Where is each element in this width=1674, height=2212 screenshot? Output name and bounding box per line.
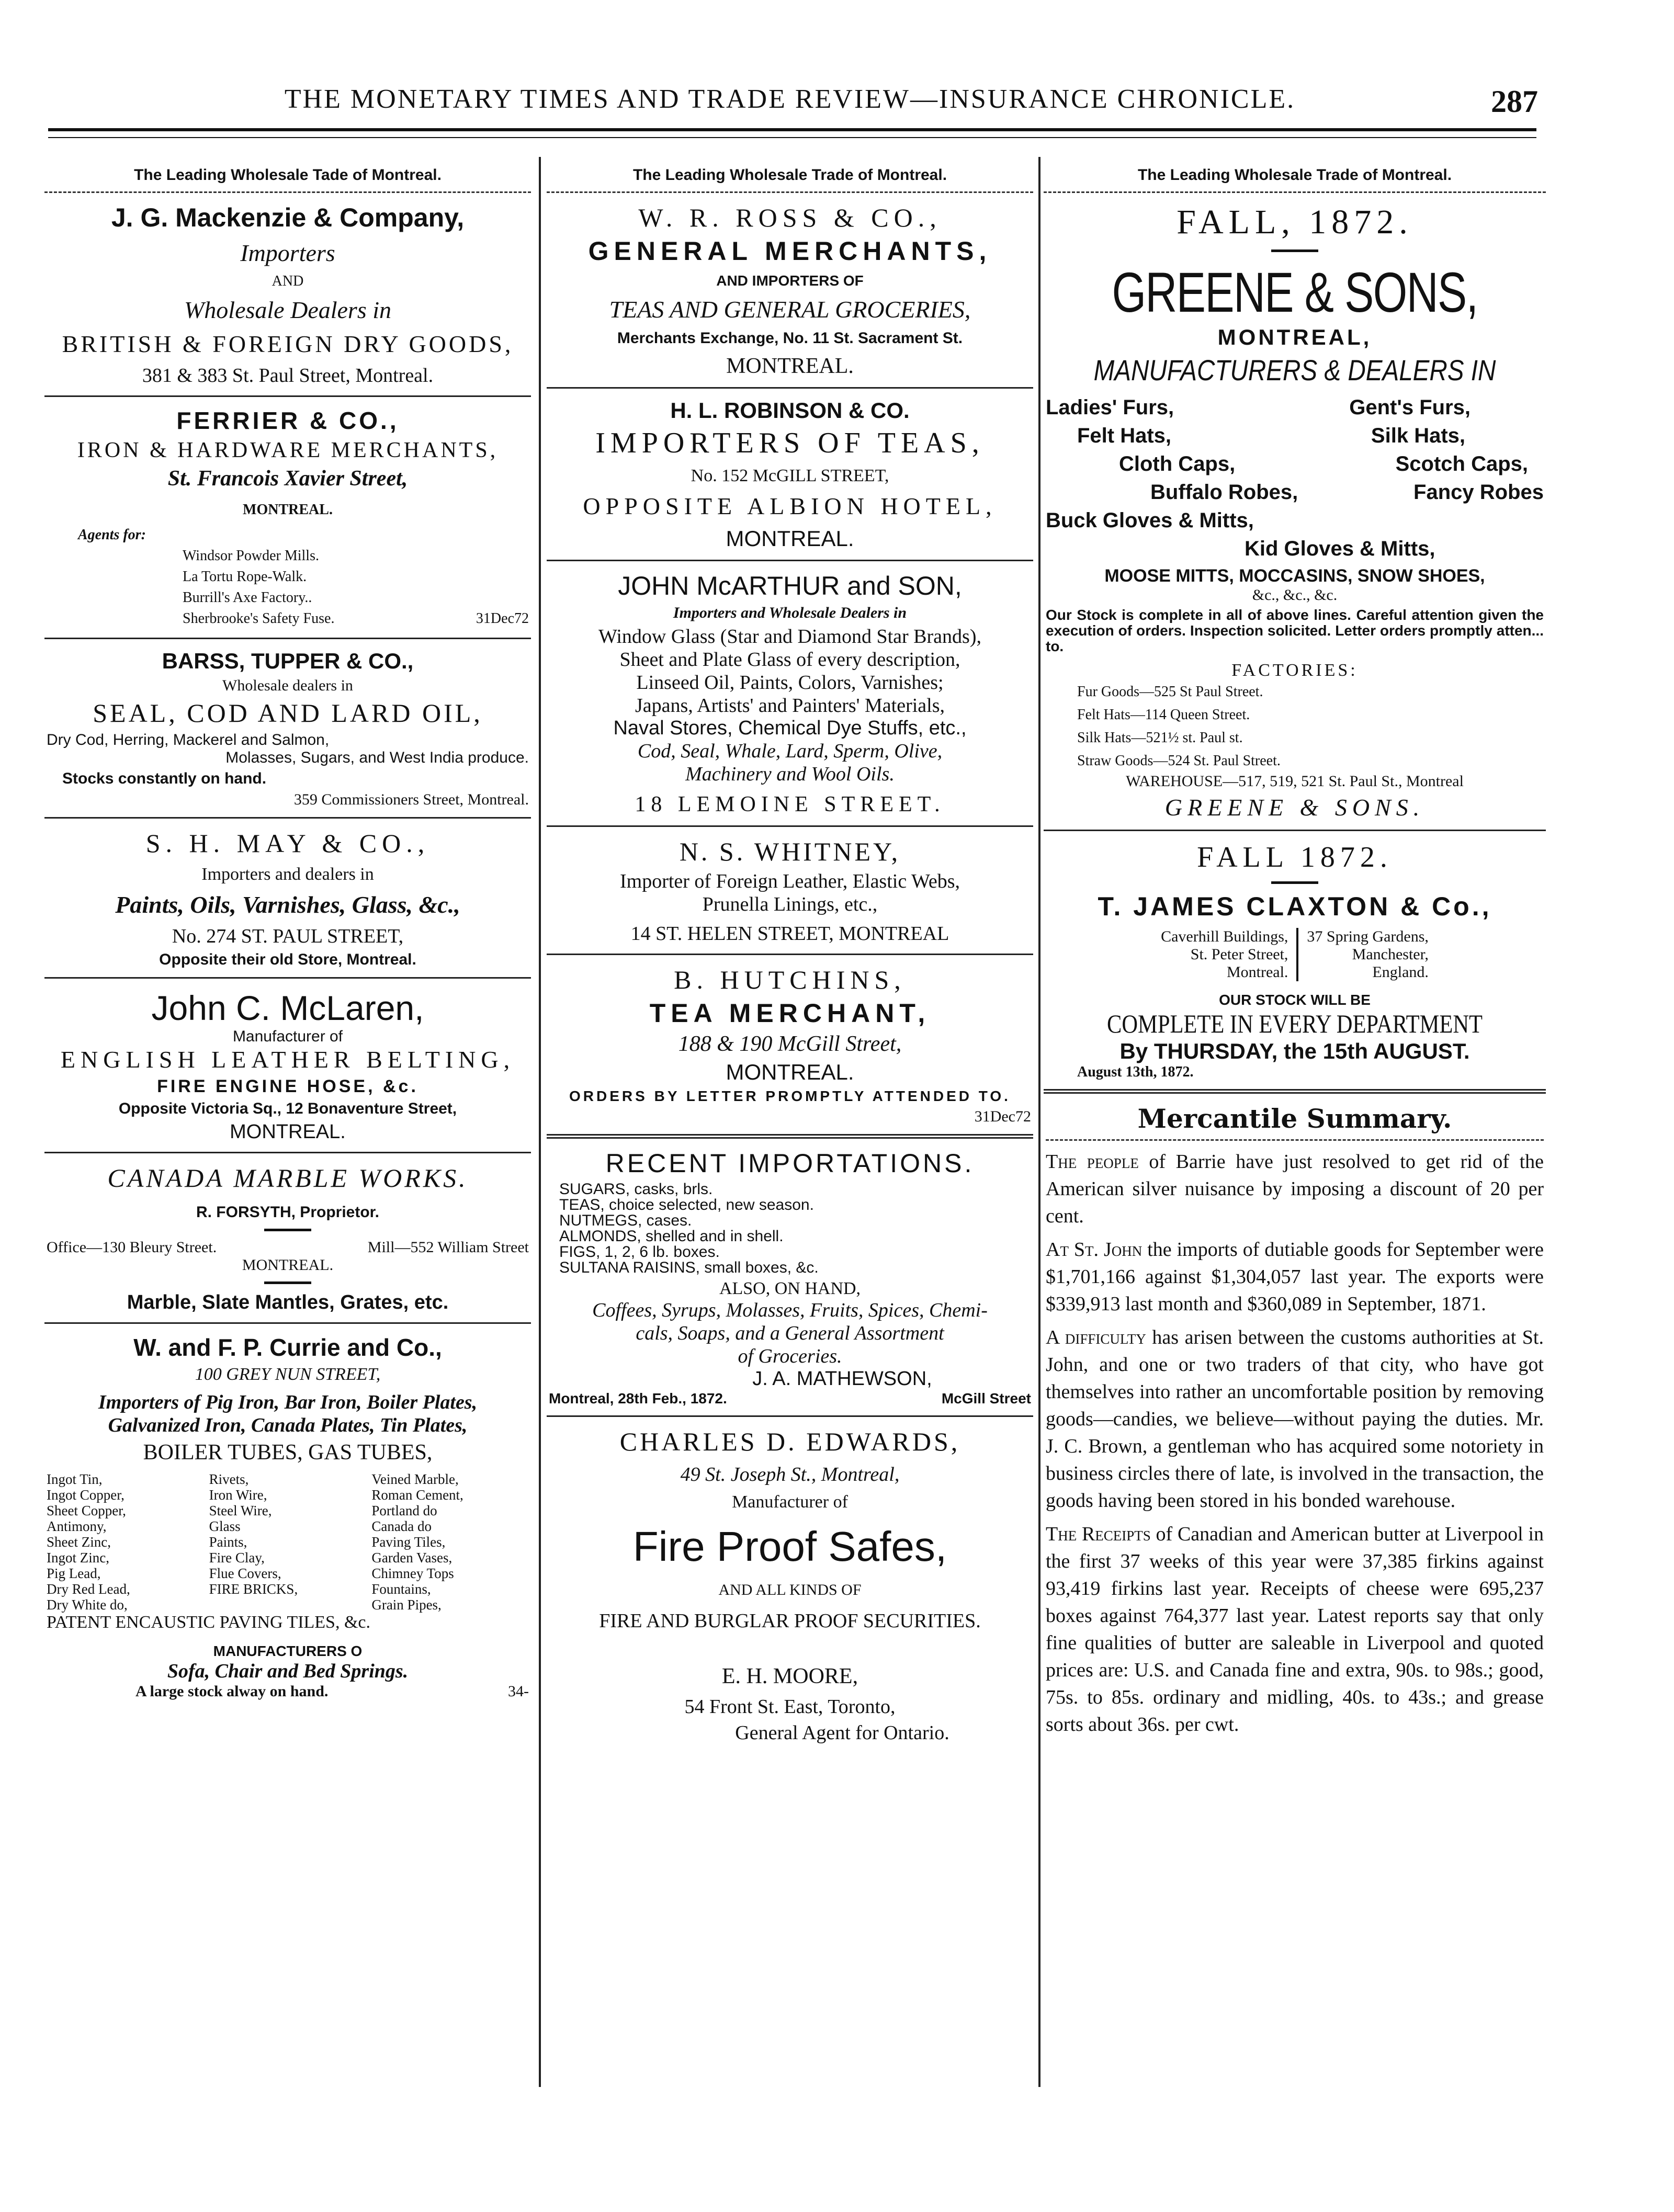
- product-item: Buck Gloves & Mitts,: [1046, 509, 1254, 532]
- ad-line: MONTREAL.: [726, 526, 854, 551]
- paragraph-lead: The Receipts: [1046, 1523, 1151, 1545]
- agents-label: Agents for:: [78, 527, 146, 543]
- ad-address: 381 & 383 St. Paul Street, Montreal.: [142, 365, 434, 387]
- ad-line: Manufacturer of: [232, 1028, 343, 1045]
- firm-name: S. H. MAY & CO.,: [145, 829, 430, 858]
- list-item: TEAS, choice selected, new season.: [559, 1196, 814, 1213]
- firm-name: H. L. ROBINSON & CO.: [670, 398, 910, 423]
- firm-name: T. JAMES CLAXTON & Co.,: [1098, 892, 1492, 921]
- column-divider: [1038, 157, 1040, 2087]
- product-item: FIRE BRICKS,: [209, 1581, 298, 1597]
- product-item: Glass: [209, 1518, 241, 1534]
- addresses: [1046, 928, 1544, 981]
- ad-line: ORDERS BY LETTER PROMPTLY ATTENDED TO.: [569, 1088, 1011, 1104]
- address-block: [1161, 928, 1288, 981]
- masthead-title: THE MONETARY TIMES AND TRADE REVIEW—INSURANCE CHRONICLE.: [284, 84, 1296, 114]
- product-item: Dry White do,: [47, 1597, 128, 1613]
- ad-line: MONTREAL,: [1217, 325, 1372, 349]
- column-1: [44, 157, 531, 1709]
- ad-line: FIRE ENGINE HOSE, &c.: [157, 1076, 418, 1096]
- paragraph-text: the imports of dutiable goods for September were $1,701,166 against $1,304,057 last year. The exports were $339,913 last month and $360,089 in September, 1871.: [1046, 1239, 1544, 1315]
- address-line: Manchester,: [1352, 946, 1429, 963]
- ad-line: Mill—552 William Street: [367, 1239, 529, 1256]
- ad-line: St. Francois Xavier Street,: [167, 467, 408, 491]
- mercantile-summary: [1044, 1094, 1546, 1753]
- ad-line: FIRE AND BURGLAR PROOF SECURITIES.: [599, 1610, 981, 1632]
- ad-signature: GREENE & SONS.: [1164, 794, 1425, 821]
- address-line: England.: [1372, 963, 1429, 981]
- ad-line: OPPOSITE ALBION HOTEL,: [583, 493, 997, 519]
- ad-line: A large stock alway on hand.: [135, 1683, 329, 1700]
- column-heading: The Leading Wholesale Tade of Montreal.: [44, 157, 531, 193]
- firm-name: W. R. ROSS & CO.,: [638, 203, 942, 232]
- product-item: Gent's Furs,: [1349, 396, 1471, 419]
- firm-name: J. G. Mackenzie & Company,: [111, 203, 465, 232]
- product-item: Paving Tiles,: [371, 1534, 446, 1550]
- ad-line: GENERAL MERCHANTS,: [588, 236, 992, 266]
- agent-item: Windsor Powder Mills.: [183, 548, 319, 564]
- ad-address: No. 274 ST. PAUL STREET,: [172, 925, 404, 947]
- list-item: Silk Hats—521½ st. Paul st.: [1077, 730, 1243, 746]
- ad-claxton: [1044, 831, 1546, 1094]
- ad-line: IRON & HARDWARE MERCHANTS,: [77, 438, 499, 462]
- paragraph: [1046, 1324, 1544, 1514]
- ad-line: Dry Cod, Herring, Mackerel and Salmon,: [47, 731, 330, 748]
- paragraph: [1046, 1148, 1544, 1230]
- products-grid: [47, 1471, 529, 1613]
- factories-list: [1046, 680, 1544, 773]
- ad-date: 31Dec72: [974, 1108, 1031, 1125]
- ad-address: McGill Street: [941, 1390, 1031, 1406]
- product-item: Garden Vases,: [371, 1550, 453, 1566]
- ad-mclaren: [44, 979, 531, 1153]
- product-item: Scotch Caps,: [1395, 452, 1528, 475]
- ad-hutchins: [547, 955, 1033, 1139]
- ad-line: Importers and Wholesale Dealers in: [673, 604, 907, 621]
- ad-greene: [1044, 193, 1546, 831]
- ad-season: FALL 1872.: [1197, 841, 1393, 874]
- product-item: Flue Covers,: [209, 1566, 281, 1581]
- ad-line: Sheet and Plate Glass of every description,: [619, 649, 960, 671]
- firm-name: N. S. WHITNEY,: [679, 837, 901, 866]
- masthead-rule: [48, 128, 1536, 131]
- ad-address: 359 Commissioners Street, Montreal.: [293, 791, 529, 808]
- address-block: [1307, 928, 1428, 981]
- ad-address: 14 ST. HELEN STREET, MONTREAL: [630, 923, 949, 945]
- ad-address: 54 Front St. East, Toronto,: [684, 1696, 896, 1718]
- ad-line: Naval Stores, Chemical Dye Stuffs, etc.,: [613, 717, 967, 739]
- ad-edwards: [547, 1417, 1033, 1753]
- product-item: Cloth Caps,: [1119, 452, 1236, 475]
- product-item: Paints,: [209, 1534, 247, 1550]
- ad-headline: COMPLETE IN EVERY DEPARTMENT: [1106, 1009, 1483, 1038]
- ad-headline: Fire Proof Safes,: [632, 1523, 947, 1570]
- list-item: Straw Goods—524 St. Paul Street.: [1077, 753, 1281, 769]
- product-item: Dry Red Lead,: [47, 1581, 130, 1597]
- ad-line: By THURSDAY, the 15th AUGUST.: [1119, 1039, 1470, 1063]
- product-item: Ingot Tin,: [47, 1471, 103, 1487]
- firm-name: John C. McLaren,: [151, 989, 424, 1027]
- ad-paragraph: Our Stock is complete in all of above lines. Careful attention given the execution of orders. Inspection solicited. Letter orders promptly atten... to.: [1046, 607, 1544, 654]
- ad-line: OUR STOCK WILL BE: [1219, 992, 1371, 1008]
- agents-list: [47, 525, 529, 629]
- ad-line: &c., &c., &c.: [1252, 586, 1338, 604]
- product-item: Iron Wire,: [209, 1487, 267, 1503]
- ad-line: Marble, Slate Mantles, Grates, etc.: [127, 1291, 449, 1313]
- ad-barss: [44, 639, 531, 819]
- page-number: 287: [1491, 84, 1538, 119]
- ad-canada-marble: [44, 1153, 531, 1324]
- ad-line: BOILER TUBES, GAS TUBES,: [143, 1440, 433, 1465]
- product-item: Sheet Copper,: [47, 1503, 126, 1518]
- ad-line: AND ALL KINDS OF: [718, 1581, 862, 1598]
- agent-item: Burrill's Axe Factory..: [183, 589, 312, 606]
- column-2: [547, 157, 1033, 1753]
- ad-address: No. 152 McGILL STREET,: [691, 466, 889, 485]
- ad-line: MANUFACTURERS O: [213, 1643, 363, 1659]
- firm-name: CHARLES D. EDWARDS,: [619, 1427, 960, 1456]
- paragraph-lead: A difficulty: [1046, 1326, 1146, 1348]
- ad-line: Importers of Pig Iron, Bar Iron, Boiler Plates,: [98, 1391, 478, 1413]
- ad-address: 49 St. Joseph St., Montreal,: [680, 1464, 900, 1485]
- ad-line: TEAS AND GENERAL GROCERIES,: [609, 296, 971, 323]
- ad-mcarthur: [547, 561, 1033, 827]
- product-item: Fire Clay,: [209, 1550, 265, 1566]
- ad-line: Japans, Artists' and Painters' Materials,: [635, 695, 945, 717]
- product-item: Rivets,: [209, 1471, 249, 1487]
- ad-line: Cod, Seal, Whale, Lard, Sperm, Olive,: [637, 740, 943, 762]
- ad-line: Wholesale dealers in: [222, 677, 353, 694]
- list-item: ALMONDS, shelled and in shell.: [559, 1228, 784, 1245]
- ad-line: AND IMPORTERS OF: [716, 273, 864, 289]
- divider-dash: [264, 1281, 311, 1284]
- ad-date: Montreal, 28th Feb., 1872.: [549, 1390, 727, 1406]
- product-item: Roman Cement,: [371, 1487, 463, 1503]
- firm-name: JOHN McARTHUR and SON,: [618, 571, 962, 600]
- firm-name: CANADA MARBLE WORKS.: [107, 1163, 468, 1193]
- product-item: Silk Hats,: [1371, 424, 1465, 447]
- ad-line: Manufacturer of: [732, 1492, 848, 1512]
- product-item: Veined Marble,: [371, 1471, 459, 1487]
- ad-line: Office—130 Bleury Street.: [47, 1239, 217, 1256]
- product-item: Fountains,: [371, 1581, 431, 1597]
- list-item: NUTMEGS, cases.: [559, 1212, 692, 1229]
- ad-address: 100 GREY NUN STREET,: [195, 1365, 381, 1384]
- list-item: Felt Hats—114 Queen Street.: [1077, 707, 1250, 723]
- ad-line: ALSO, ON HAND,: [719, 1279, 861, 1298]
- paragraph-text: of Barrie have just resolved to get rid of the American silver nuisance by imposing a discount of 20 per cent.: [1046, 1151, 1544, 1227]
- ad-line: Linseed Oil, Paints, Colors, Varnishes;: [636, 672, 944, 694]
- product-item: Antimony,: [47, 1518, 107, 1534]
- paragraph-text: has arisen between the customs authorities at St. John, and one or two traders of that city, who have got themselves into rather an uncomfortable position by removing goods—candies, we believe—without paying the duties. Mr. J. C. Brown, a gentleman who has acquired some notoriety in business circles there of late, is involved in the transaction, the goods having been stored in his bonded warehouse.: [1046, 1326, 1544, 1512]
- product-item: Buffalo Robes,: [1150, 481, 1298, 504]
- ad-line: MANUFACTURERS & DEALERS IN: [1093, 354, 1496, 387]
- ad-line: Paints, Oils, Varnishes, Glass, &c.,: [115, 891, 460, 918]
- address-line: 37 Spring Gardens,: [1307, 928, 1429, 945]
- ad-mackenzie: [44, 193, 531, 397]
- list-item: SUGARS, casks, brls.: [559, 1181, 713, 1198]
- ad-address: 188 & 190 McGill Street,: [678, 1032, 902, 1056]
- ad-line: PATENT ENCAUSTIC PAVING TILES, &c.: [47, 1613, 371, 1632]
- ad-line: MONTREAL.: [230, 1121, 346, 1143]
- ad-line: Importers and dealers in: [201, 865, 374, 884]
- importations-list: [549, 1182, 1031, 1276]
- ad-line: cals, Soaps, and a General Assortment: [636, 1322, 944, 1344]
- ad-line: AND: [272, 273, 304, 289]
- ad-may: [44, 819, 531, 979]
- ad-season: FALL, 1872.: [1177, 203, 1413, 241]
- product-item: Chimney Tops: [371, 1566, 454, 1581]
- divider-dash: [1271, 249, 1318, 252]
- firm-name: FERRIER & CO.,: [176, 407, 399, 434]
- list-item: SULTANA RAISINS, small boxes, &c.: [559, 1259, 819, 1276]
- product-item: Ingot Copper,: [47, 1487, 125, 1503]
- ad-line: Machinery and Wool Oils.: [685, 763, 895, 785]
- ad-currie: [44, 1324, 531, 1709]
- product-item: Fancy Robes: [1413, 481, 1544, 504]
- ad-line: MONTREAL.: [242, 1256, 334, 1274]
- ad-address: Merchants Exchange, No. 11 St. Sacrament St.: [617, 330, 963, 347]
- ad-signature: J. A. MATHEWSON,: [752, 1368, 932, 1390]
- ad-line: General Agent for Ontario.: [735, 1722, 949, 1744]
- products-column: [209, 1471, 367, 1613]
- firm-name: W. and F. P. Currie and Co.,: [133, 1334, 442, 1361]
- agent-item: Sherbrooke's Safety Fuse.: [183, 610, 335, 627]
- address-line: Montreal.: [1226, 963, 1288, 981]
- ad-line: Prunella Linings, etc.,: [702, 893, 878, 915]
- column-heading: The Leading Wholesale Trade of Montreal.: [547, 157, 1033, 193]
- ad-line: FACTORIES:: [1231, 661, 1358, 680]
- product-item: Kid Gloves & Mitts,: [1245, 537, 1435, 560]
- product-item: Pig Lead,: [47, 1566, 101, 1581]
- ad-line: Galvanized Iron, Canada Plates, Tin Plates,: [108, 1414, 468, 1436]
- ad-ferrier: [44, 397, 531, 639]
- ad-whitney: [547, 827, 1033, 955]
- product-item: Ingot Zinc,: [47, 1550, 109, 1566]
- ad-title: RECENT IMPORTATIONS.: [605, 1149, 975, 1178]
- ad-signature: E. H. MOORE,: [721, 1664, 858, 1688]
- address-line: Caverhill Buildings,: [1161, 928, 1288, 945]
- ad-line: Sofa, Chair and Bed Springs.: [167, 1660, 409, 1682]
- product-item: Ladies' Furs,: [1046, 396, 1174, 419]
- ad-line: SEAL, COD AND LARD OIL,: [93, 698, 483, 728]
- divider-dash: [1271, 881, 1318, 884]
- ad-line: Molasses, Sugars, and West India produce.: [225, 749, 529, 766]
- products-list: [1046, 393, 1544, 563]
- section-title: Mercantile Summary.: [1137, 1103, 1452, 1134]
- ad-ross: [547, 193, 1033, 389]
- ad-line: Stocks constantly on hand.: [62, 770, 267, 787]
- ad-address: WAREHOUSE—517, 519, 521 St. Paul St., Montreal: [1126, 773, 1464, 790]
- product-item: Portland do: [371, 1503, 437, 1518]
- masthead-rule-thin: [48, 137, 1536, 138]
- ad-line: Opposite their old Store, Montreal.: [159, 951, 416, 968]
- firm-name: GREENE & SONS,: [1112, 260, 1478, 324]
- list-item: FIGS, 1, 2, 6 lb. boxes.: [559, 1243, 720, 1261]
- ad-code: 34-: [508, 1683, 529, 1700]
- ad-line: TEA MERCHANT,: [649, 999, 931, 1028]
- product-item: Grain Pipes,: [371, 1597, 442, 1613]
- column-heading: The Leading Wholesale Trade of Montreal.: [1044, 157, 1546, 193]
- title-rule: [1046, 1139, 1544, 1141]
- paragraph: [1046, 1236, 1544, 1318]
- paragraph-lead: The people: [1046, 1151, 1139, 1173]
- ad-address: 18 LEMOINE STREET.: [635, 792, 945, 816]
- ad-line: MONTREAL.: [726, 354, 854, 378]
- ad-line: Importer of Foreign Leather, Elastic Webs,: [619, 870, 960, 892]
- ad-line: Importers: [240, 240, 335, 266]
- ad-line: MONTREAL.: [726, 1060, 854, 1084]
- ad-line: Coffees, Syrups, Molasses, Fruits, Spices, Chemi-: [592, 1299, 988, 1321]
- ad-line: MONTREAL.: [243, 502, 333, 518]
- product-item: Steel Wire,: [209, 1503, 272, 1518]
- ad-line: Window Glass (Star and Diamond Star Brands),: [598, 626, 981, 648]
- address-divider: [1296, 928, 1298, 981]
- ad-line: R. FORSYTH, Proprietor.: [196, 1204, 380, 1221]
- ad-robinson: [547, 389, 1033, 561]
- firm-name: BARSS, TUPPER & CO.,: [162, 649, 414, 673]
- ad-line: of Groceries.: [738, 1345, 842, 1367]
- ad-line: IMPORTERS OF TEAS,: [595, 427, 985, 459]
- ad-line: ENGLISH LEATHER BELTING,: [60, 1046, 515, 1073]
- product-item: Canada do: [371, 1518, 432, 1534]
- column-divider: [539, 157, 541, 2087]
- product-item: Sheet Zinc,: [47, 1534, 111, 1550]
- paragraph-lead: At St. John: [1046, 1239, 1143, 1261]
- firm-name: B. HUTCHINS,: [674, 965, 906, 994]
- ad-line: MOOSE MITTS, MOCCASINS, SNOW SHOES,: [1104, 566, 1485, 586]
- product-item: Felt Hats,: [1077, 424, 1172, 447]
- ad-date: August 13th, 1872.: [1077, 1064, 1194, 1080]
- ad-address: Opposite Victoria Sq., 12 Bonaventure Street,: [118, 1100, 457, 1117]
- products-column: [371, 1471, 529, 1613]
- agent-item: La Tortu Rope-Walk.: [183, 569, 307, 585]
- address-line: St. Peter Street,: [1190, 946, 1288, 963]
- paragraph: [1046, 1521, 1544, 1738]
- ad-line: BRITISH & FOREIGN DRY GOODS,: [62, 331, 514, 357]
- paragraph-text: of Canadian and American butter at Liverpool in the first 37 weeks of this year were 37,385 firkins against 93,419 firkins last year. Receipts of cheese were 695,237 boxes against 764,377 last year. Latest reports say that only fine qualities of butter are saleable in Liverpool and quoted prices are: U.S. and Canada fine and extra, 90s. to 98s.; good, 75s. to 85s. ordinary and midling, 40s. to 43s.; and grease sorts about 36s. per cwt.: [1046, 1523, 1544, 1735]
- products-column: [47, 1471, 204, 1613]
- column-3: [1044, 157, 1546, 1753]
- divider-dash: [264, 1229, 311, 1231]
- ad-recent-importations: [547, 1139, 1033, 1417]
- ad-line: Wholesale Dealers in: [184, 297, 392, 323]
- list-item: Fur Goods—525 St Paul Street.: [1077, 684, 1263, 700]
- ad-date: 31Dec72: [476, 610, 529, 627]
